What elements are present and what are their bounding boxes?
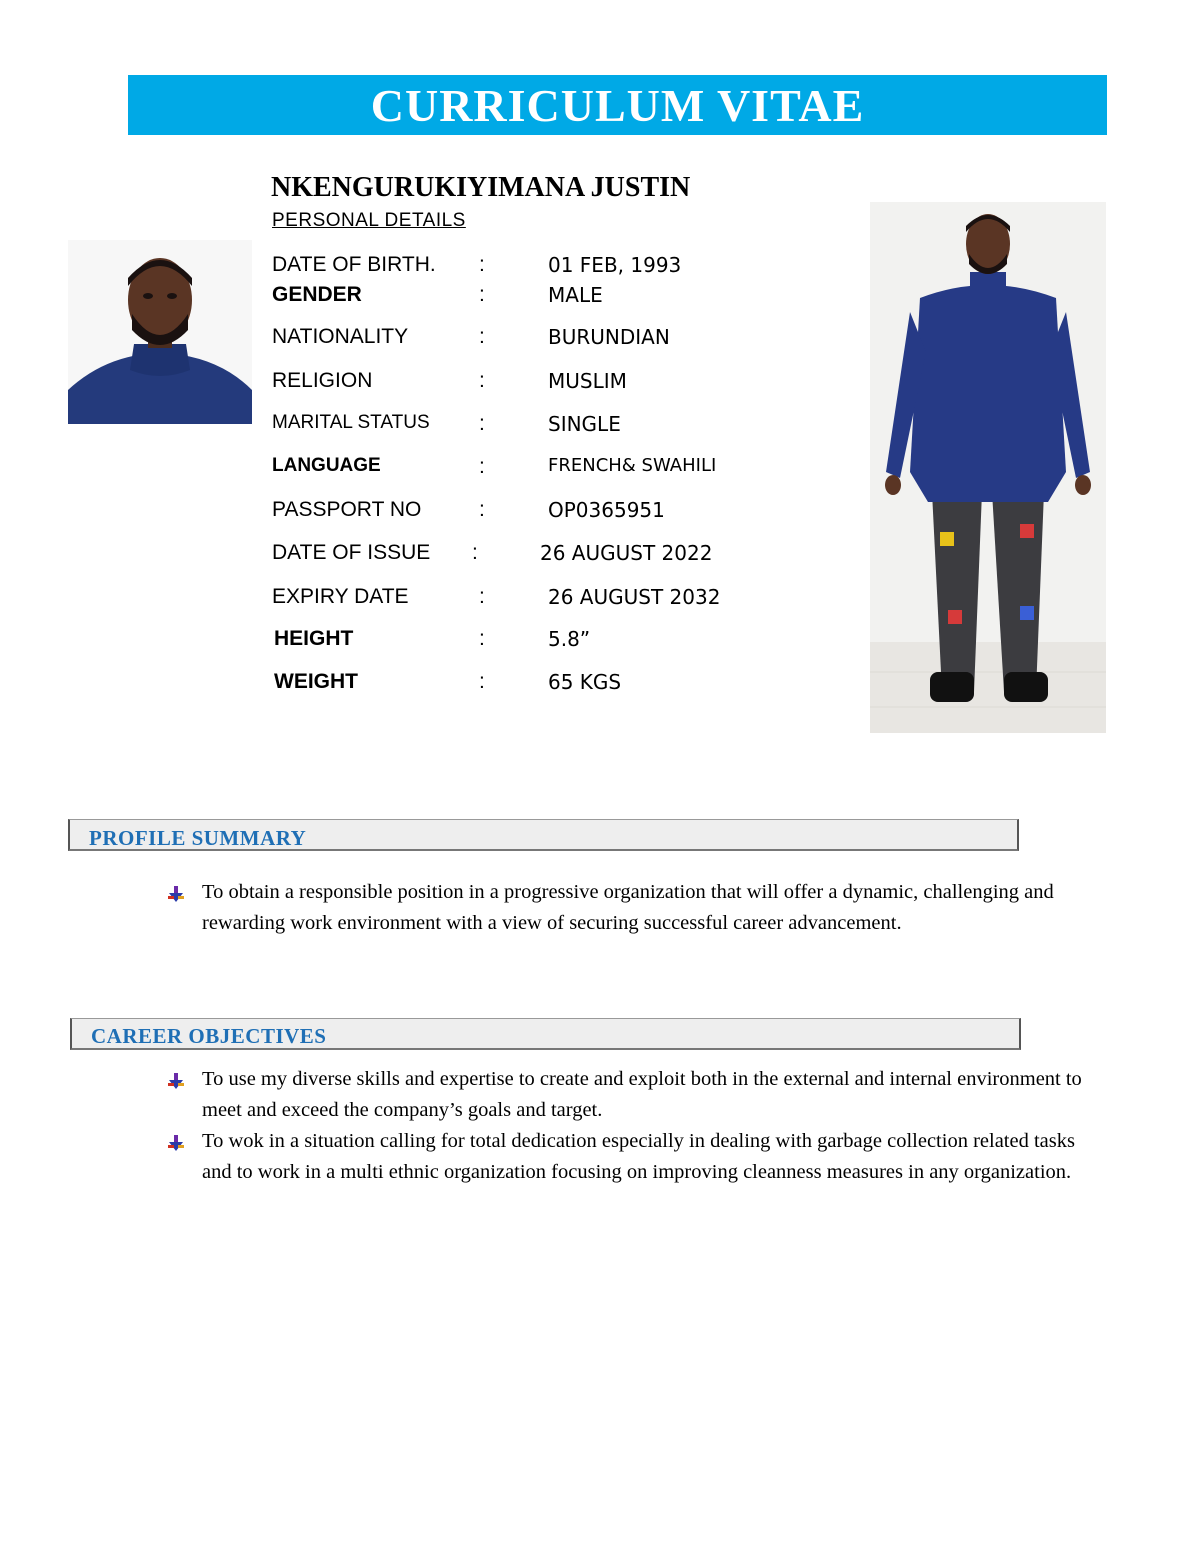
career-objectives-title: CAREER OBJECTIVES: [91, 1024, 327, 1048]
detail-colon: :: [479, 498, 485, 521]
profile-summary-item: To obtain a responsible position in a progressive organization that will offer a dynamic, challenging and rewarding work environment with a view of securing successful career advancement.: [202, 881, 1054, 934]
detail-label: DATE OF ISSUE: [272, 541, 431, 564]
detail-label: HEIGHT: [274, 627, 354, 650]
detail-value: BURUNDIAN: [548, 325, 670, 349]
detail-value: MUSLIM: [548, 369, 627, 393]
detail-value: 65 KGS: [548, 670, 622, 694]
detail-label: WEIGHT: [274, 670, 358, 693]
detail-value: 01 FEB, 1993: [548, 253, 682, 277]
detail-label: EXPIRY DATE: [272, 585, 409, 608]
arrow-bullet-icon: [166, 884, 186, 904]
detail-colon: :: [479, 325, 485, 348]
candidate-name: NKENGURUKIYIMANA JUSTIN: [271, 172, 691, 203]
career-objective-item: To wok in a situation calling for total dedication especially in dealing with garbage collection related tasks and to work in a multi ethnic organization focusing on improving cleanness measures in any organization.: [202, 1130, 1075, 1183]
arrow-bullet-icon: [166, 1133, 186, 1153]
detail-label: MARITAL STATUS: [272, 412, 430, 433]
detail-label: GENDER: [272, 283, 362, 306]
detail-label: NATIONALITY: [272, 325, 409, 348]
document-title: CURRICULUM VITAE: [370, 79, 865, 131]
detail-value: MALE: [548, 283, 603, 307]
detail-value: FRENCH& SWAHILI: [548, 455, 717, 476]
detail-colon: :: [479, 670, 485, 693]
arrow-bullet-icon: [166, 1071, 186, 1091]
detail-value: 26 AUGUST 2022: [540, 541, 713, 565]
detail-colon: :: [479, 412, 485, 435]
detail-colon: :: [479, 585, 485, 608]
portrait-photo: [68, 240, 252, 424]
detail-label: RELIGION: [272, 369, 373, 392]
detail-colon: :: [479, 369, 485, 392]
detail-label: LANGUAGE: [272, 455, 381, 476]
detail-colon: :: [479, 283, 485, 306]
detail-colon: :: [472, 541, 478, 564]
personal-details-heading: PERSONAL DETAILS: [272, 210, 466, 231]
profile-summary-title: PROFILE SUMMARY: [89, 826, 307, 850]
detail-value: 5.8”: [548, 627, 591, 651]
detail-value: 26 AUGUST 2032: [548, 585, 721, 609]
career-objective-item: To use my diverse skills and expertise to create and exploit both in the external and internal environment to meet and exceed the company’s goals and target.: [202, 1068, 1082, 1121]
detail-colon: :: [479, 253, 485, 276]
detail-colon: :: [479, 627, 485, 650]
detail-colon: :: [479, 455, 485, 478]
detail-label: PASSPORT NO: [272, 498, 422, 521]
detail-label: DATE OF BIRTH.: [272, 253, 436, 276]
title-banner: [128, 75, 1107, 135]
detail-value: SINGLE: [548, 412, 621, 436]
full-body-photo: [870, 202, 1106, 733]
detail-value: OP0365951: [548, 498, 665, 522]
